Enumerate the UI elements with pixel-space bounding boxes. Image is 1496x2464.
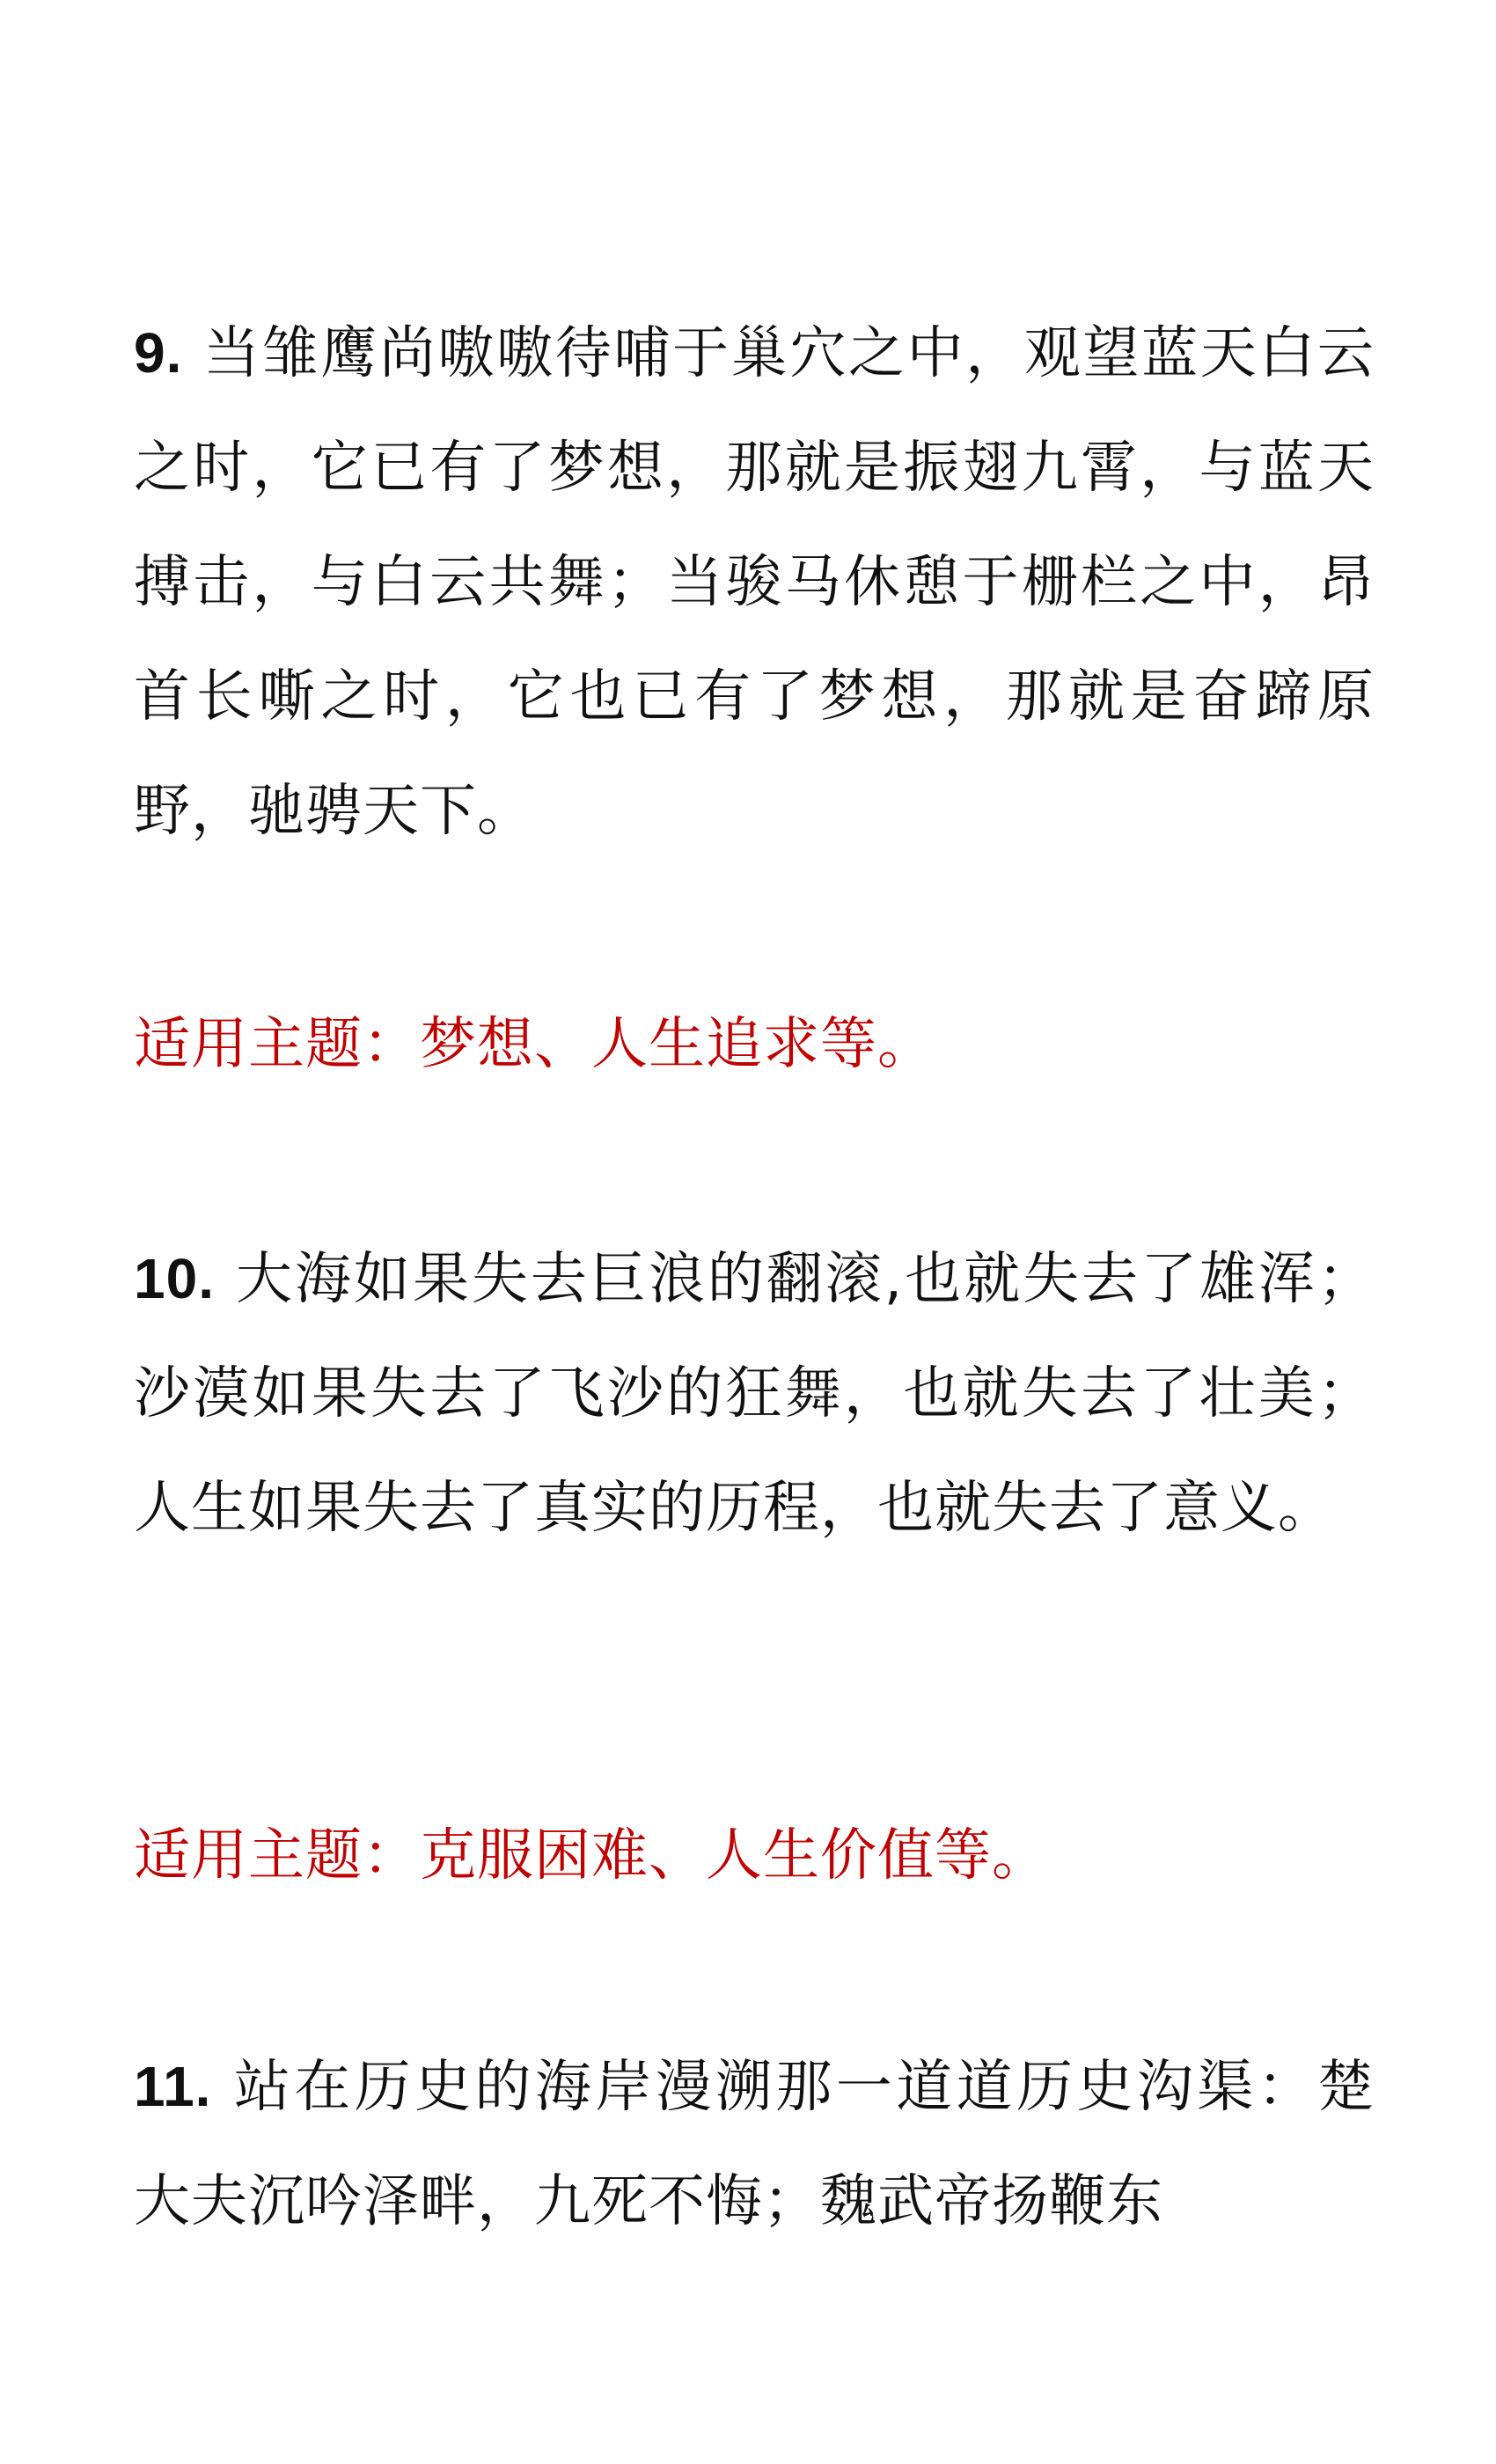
paragraph-number: 9.	[134, 321, 183, 385]
paragraph-9	[134, 296, 1375, 869]
paragraph-11	[134, 2029, 1375, 2259]
paragraph-text: 站在历史的海岸漫溯那一道道历史沟渠：楚大夫沉吟泽畔，九死不悔；魏武帝扬鞭东	[134, 2055, 1375, 2234]
paragraph-10	[134, 1221, 1375, 1566]
paragraph-number: 10.	[134, 1247, 215, 1310]
paragraph-text: 大海如果失去巨浪的翻滚,也就失去了雄浑；沙漠如果失去了飞沙的狂舞，也就失去了壮美；人生如果失去了真实的历程，也就失去了意义。	[134, 1247, 1375, 1541]
theme-line-9: 适用主题：梦想、人生追求等。	[134, 1012, 935, 1077]
theme-line-10: 适用主题：克服困难、人生价值等。	[134, 1823, 1049, 1888]
paragraph-text: 当雏鹰尚嗷嗷待哺于巢穴之中，观望蓝天白云之时，它已有了梦想，那就是振翅九霄，与蓝天搏击，与白云共舞；当骏马休憩于栅栏之中，昂首长嘶之时，它也已有了梦想，那就是奋蹄原野，驰骋天下。	[134, 321, 1375, 844]
paragraph-number: 11.	[134, 2055, 212, 2118]
